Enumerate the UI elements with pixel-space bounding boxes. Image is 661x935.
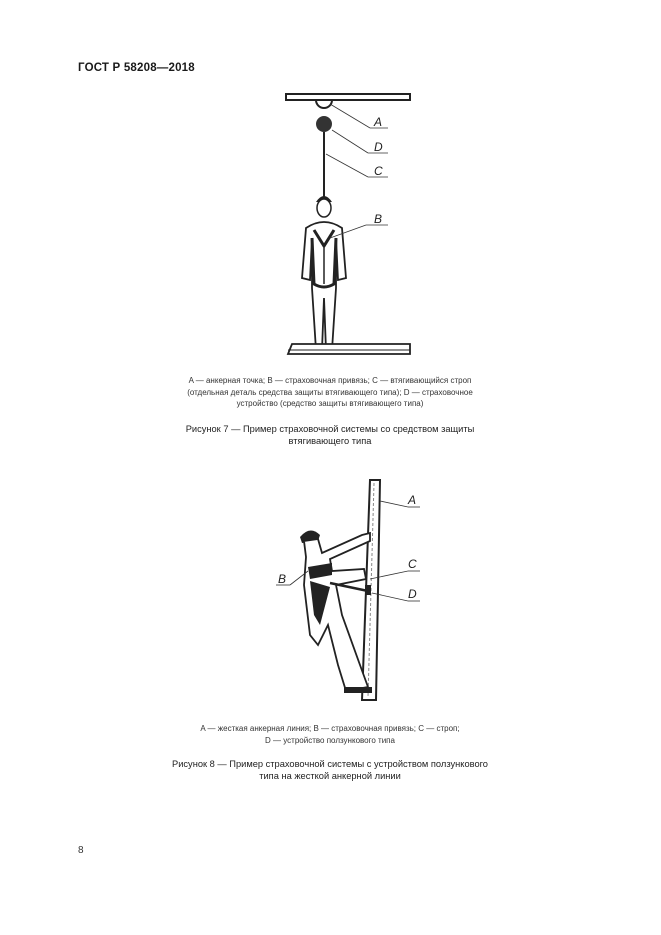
page-number: 8 (78, 845, 84, 856)
document-header: ГОСТ Р 58208—2018 (78, 62, 195, 74)
label-c: C (408, 557, 417, 571)
figure-8-legend: A — жесткая анкерная линия; B — страховочная привязь; C — строп; D — устройство ползункового типа (200, 724, 460, 745)
label-a: A (374, 115, 383, 129)
figure-8-caption: Рисунок 8 — Пример страховочной системы с устройством ползункового типа на жесткой анкерной линии (172, 759, 488, 781)
figure-7-caption: Рисунок 7 — Пример страховочной системы со средством защиты втягивающего типа (185, 424, 475, 446)
figure-8-illustration (270, 475, 430, 705)
label-b: B (374, 212, 383, 226)
figure-7-illustration (280, 88, 420, 363)
label-b: B (278, 572, 287, 586)
label-c: C (374, 164, 383, 178)
label-a: A (408, 493, 417, 507)
label-d: D (408, 587, 417, 601)
label-d: D (374, 140, 383, 154)
figure-7-legend: A — анкерная точка; B — страховочная привязь; C — втягивающийся строп (отдельная деталь средства защиты втягивающего типа); D — страховочное устройство (средство защиты втягивающего типа) (187, 376, 473, 408)
